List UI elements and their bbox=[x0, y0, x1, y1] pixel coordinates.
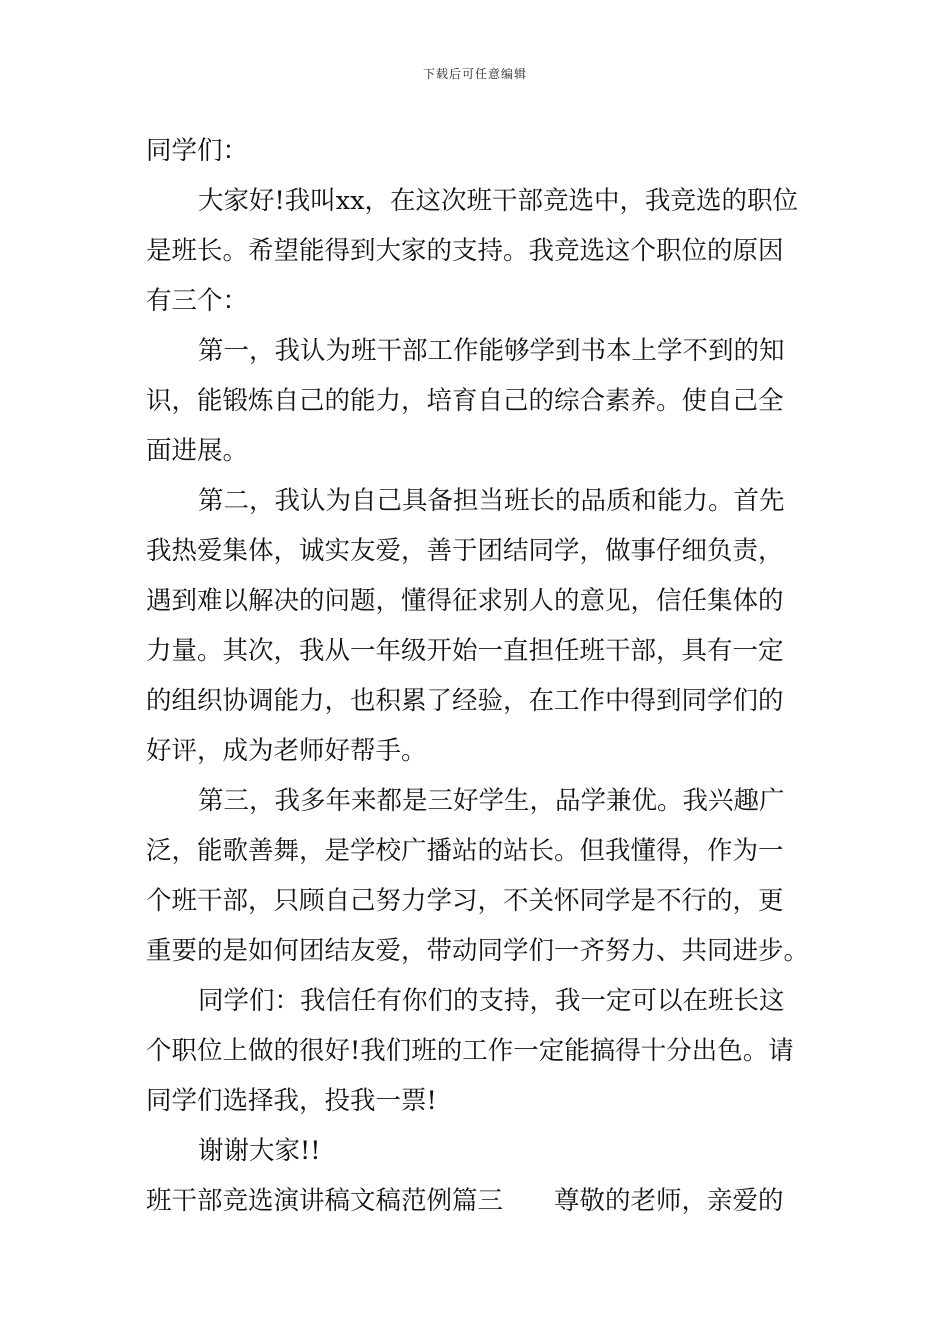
paragraph-line: 识，能锻炼自己的能力，培育自己的综合素养。使自己全 bbox=[146, 386, 784, 416]
page-header: 下载后可任意编辑 bbox=[422, 67, 527, 81]
paragraph-line: 面进展。 bbox=[146, 436, 249, 466]
paragraph-line: 好评，成为老师好帮手。 bbox=[146, 736, 427, 766]
paragraph-line: 个职位上做的很好!我们班的工作一定能搞得十分出色。请 bbox=[146, 1036, 794, 1066]
paragraph-line: 泛，能歌善舞，是学校广播站的站长。但我懂得，作为一 bbox=[146, 836, 784, 866]
paragraph-line: 遇到难以解决的问题，懂得征求别人的意见，信任集体的 bbox=[146, 586, 784, 616]
closing-line: 谢谢大家!! bbox=[198, 1136, 321, 1166]
paragraph-line: 的组织协调能力，也积累了经验，在工作中得到同学们的 bbox=[146, 686, 784, 716]
paragraph-line: 第二，我认为自己具备担当班长的品质和能力。首先 bbox=[198, 486, 785, 516]
paragraph-line: 重要的是如何团结友爱，带动同学们一齐努力、共同进步。 bbox=[146, 936, 810, 966]
paragraph-line: 大家好!我叫xx，在这次班干部竞选中，我竞选的职位 bbox=[198, 186, 799, 216]
section-heading-line: 班干部竞选演讲稿文稿范例篇三 尊敬的老师，亲爱的 bbox=[146, 1186, 784, 1216]
salutation: 同学们： bbox=[146, 136, 249, 166]
paragraph-line: 是班长。希望能得到大家的支持。我竞选这个职位的原因 bbox=[146, 236, 784, 266]
paragraph-line: 同学们选择我，投我一票! bbox=[146, 1086, 437, 1116]
document-body bbox=[146, 126, 808, 1226]
paragraph-line: 第三，我多年来都是三好学生，品学兼优。我兴趣广 bbox=[198, 786, 785, 816]
paragraph-line: 有三个： bbox=[146, 286, 249, 316]
paragraph-line: 第一，我认为班干部工作能够学到书本上学不到的知 bbox=[198, 336, 785, 366]
paragraph-line: 力量。其次，我从一年级开始一直担任班干部，具有一定 bbox=[146, 636, 784, 666]
paragraph-line: 同学们：我信任有你们的支持，我一定可以在班长这 bbox=[198, 986, 785, 1016]
paragraph-line: 个班干部，只顾自己努力学习，不关怀同学是不行的，更 bbox=[146, 886, 784, 916]
paragraph-line: 我热爱集体，诚实友爱，善于团结同学，做事仔细负责， bbox=[146, 536, 784, 566]
